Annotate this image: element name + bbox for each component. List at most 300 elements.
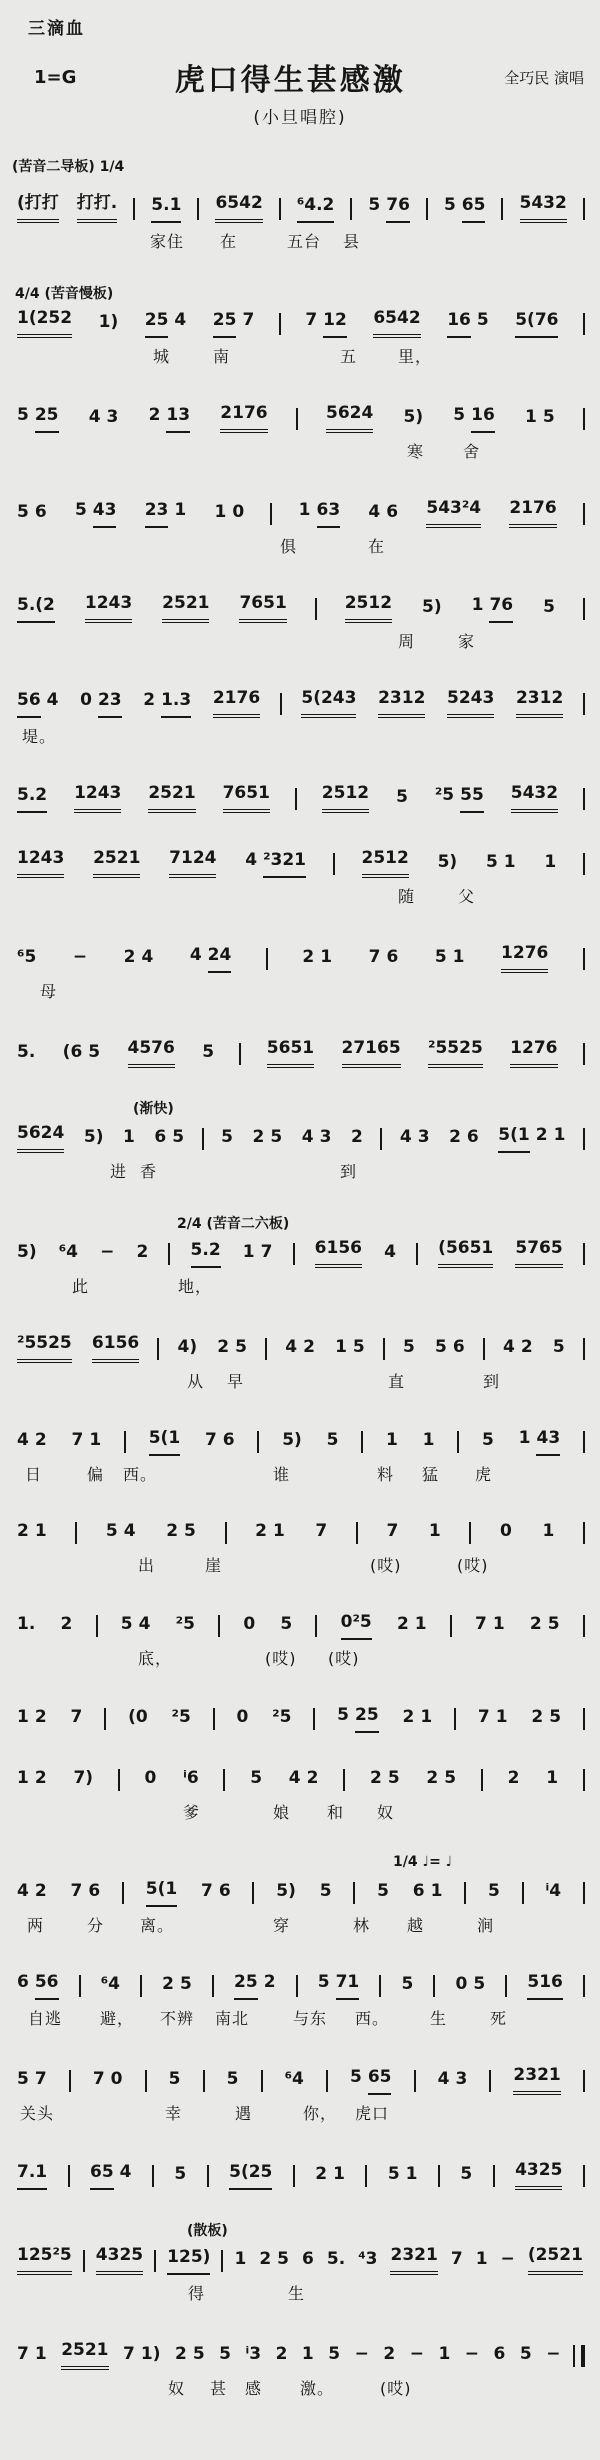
note-group: ⁴3 xyxy=(358,2249,378,2269)
notes-line xyxy=(10,1967,590,2000)
note-group: 0²5 xyxy=(338,1607,375,1640)
lyric-syllable: 此 xyxy=(72,1277,90,1296)
note-group: 6156 xyxy=(312,1233,365,1268)
lyric-syllable: 避， xyxy=(100,2009,135,2028)
barline xyxy=(221,2250,223,2272)
score-line xyxy=(10,1700,590,1733)
note-group: 4 xyxy=(384,1242,396,1262)
lyric-syllable: 林 xyxy=(353,1916,371,1935)
note-group: 5 xyxy=(488,1881,500,1901)
lyric-syllable: 城 xyxy=(153,347,171,366)
score-line xyxy=(10,1854,590,1937)
lyric-syllable: (哎) xyxy=(265,1649,297,1668)
barline xyxy=(296,1975,298,1997)
note-group: 6 56 xyxy=(14,1967,62,2000)
note-group: − xyxy=(72,947,88,967)
note-group: 65 4 xyxy=(87,2157,135,2190)
lyrics-line xyxy=(10,1798,590,1824)
lyric-syllable: (哎) xyxy=(328,1649,360,1668)
voice-type-label: (小旦唱腔) xyxy=(253,108,347,128)
note-group: 7 1 xyxy=(17,2344,47,2364)
barline xyxy=(69,2070,71,2092)
note-group: 1 xyxy=(475,2249,488,2269)
note-group: (0 xyxy=(128,1707,148,1727)
lyric-syllable: 俱 xyxy=(280,537,298,556)
barline xyxy=(501,198,503,220)
barline xyxy=(583,2165,585,2187)
note-group: 2512 xyxy=(342,588,395,623)
note-group: 1 63 xyxy=(296,495,344,528)
score-line xyxy=(10,2155,590,2190)
barline xyxy=(414,2070,416,2092)
note-group: 2512 xyxy=(359,843,412,878)
lyric-syllable: 随 xyxy=(398,887,416,906)
lyric-syllable: 到 xyxy=(340,1162,358,1181)
note-group: 4576 xyxy=(125,1033,178,1068)
lyric-syllable: (哎) xyxy=(380,2379,412,2398)
lyric-syllable: 在 xyxy=(368,537,386,556)
barline xyxy=(505,1975,507,1997)
notes-line xyxy=(10,493,590,528)
note-group: 2 5 xyxy=(369,1768,400,1788)
barline xyxy=(583,693,585,715)
lyric-syllable: 周 xyxy=(398,632,416,651)
lyric-syllable: 两 xyxy=(27,1916,45,1935)
note-group: 1276 xyxy=(507,1033,560,1068)
lyric-syllable: 偏 xyxy=(87,1465,105,1484)
score-line xyxy=(10,493,590,558)
score-line xyxy=(10,1033,590,1068)
lyric-syllable: 与东 xyxy=(293,2009,328,2028)
score-line xyxy=(10,1098,590,1183)
note-group: 2521 xyxy=(159,588,212,623)
tempo-annotation: (渐快) xyxy=(133,1101,174,1117)
barline xyxy=(140,1975,142,1997)
notes-line xyxy=(10,188,590,223)
barline xyxy=(481,1769,483,1791)
note-group: 5 xyxy=(396,787,408,807)
barline xyxy=(270,503,272,525)
note-group: 2 6 xyxy=(449,1127,479,1147)
note-group: ⁶4 xyxy=(284,2069,304,2089)
score-line xyxy=(10,588,590,653)
note-group: 2 1 xyxy=(315,2164,345,2184)
note-group: 4 2 xyxy=(285,1337,315,1357)
barline xyxy=(483,1338,485,1360)
note-group: 125) xyxy=(164,2242,213,2275)
note-group: 16 5 xyxy=(444,305,492,338)
barline xyxy=(454,1708,456,1730)
lyrics-line xyxy=(10,437,590,463)
note-group: 5624 xyxy=(323,398,376,433)
note-group: 5 xyxy=(543,597,555,617)
note-group: 6 xyxy=(302,2249,314,2269)
note-group: 5 xyxy=(401,1974,414,1994)
lyric-syllable: (哎) xyxy=(370,1556,402,1575)
notes-line xyxy=(10,1233,590,1268)
lyrics-line xyxy=(10,342,590,368)
lyric-syllable: 堤。 xyxy=(22,727,57,746)
lyric-syllable: 生 xyxy=(288,2284,306,2303)
note-group: 7 6 xyxy=(204,1430,235,1450)
note-group: 1276 xyxy=(498,938,551,973)
note-group: 25 7 xyxy=(210,305,258,338)
notes-line xyxy=(10,938,590,973)
score-line xyxy=(10,938,590,1003)
note-group: 7651 xyxy=(220,778,273,813)
final-barline xyxy=(573,2345,585,2367)
note-group: (2521 xyxy=(525,2240,586,2275)
note-group: 1 0 xyxy=(214,502,245,522)
note-group: 5 xyxy=(328,2344,341,2364)
barline xyxy=(293,1243,295,1265)
barline xyxy=(464,1882,466,1904)
barline xyxy=(583,1708,585,1730)
note-group: 5 76 xyxy=(365,190,413,223)
notes-line xyxy=(10,398,590,433)
barline xyxy=(426,198,428,220)
note-group: 1 xyxy=(544,852,557,872)
barline xyxy=(583,2070,585,2092)
lyric-syllable: 家住 xyxy=(150,232,185,251)
lyric-syllable: 早 xyxy=(227,1372,245,1391)
note-group: 2312 xyxy=(513,683,566,718)
note-group: 5. xyxy=(17,1042,36,1062)
note-group: 0 5 xyxy=(455,1974,486,1994)
barline xyxy=(295,788,297,810)
barline xyxy=(489,2070,491,2092)
lyrics-line xyxy=(10,227,590,253)
barline xyxy=(583,598,585,620)
barline xyxy=(583,198,585,220)
note-group: 5.(2 xyxy=(14,590,58,623)
note-group: 2 xyxy=(383,2344,396,2364)
tempo-annotation: 2/4 (苦音二六板) xyxy=(177,1216,290,1232)
lyric-syllable: 父 xyxy=(458,887,476,906)
barline xyxy=(315,598,317,620)
note-group: 2 5 xyxy=(426,1768,457,1788)
note-group: 5) xyxy=(83,1127,104,1147)
note-group: 2 5 xyxy=(166,1521,196,1541)
note-group: 2 5 xyxy=(217,1337,247,1357)
barline xyxy=(416,1243,418,1265)
barline xyxy=(356,1522,358,1544)
lyric-syllable: 离。 xyxy=(140,1916,175,1935)
lyrics-line xyxy=(10,2099,590,2125)
lyric-syllable: 西。 xyxy=(355,2009,390,2028)
note-group: 6542 xyxy=(370,303,423,338)
note-group: 2 5 xyxy=(259,2249,289,2269)
note-group: 5 xyxy=(460,2164,473,2184)
barline xyxy=(522,1882,524,1904)
barline xyxy=(202,1128,204,1150)
barline xyxy=(353,1882,355,1904)
lyrics-line xyxy=(10,722,590,748)
note-group: 5(1 xyxy=(146,1423,183,1456)
note-group: 5 65 xyxy=(347,2062,395,2095)
note-group: 4 3 xyxy=(301,1127,332,1147)
note-group: − xyxy=(409,2344,424,2364)
note-group: 4 3 xyxy=(399,1127,430,1147)
barline xyxy=(343,1769,345,1791)
note-group: 2 5 xyxy=(162,1974,192,1994)
lyrics-line xyxy=(10,1911,590,1937)
note-group: 5 xyxy=(250,1768,263,1788)
note-group: 0 xyxy=(144,1768,157,1788)
notes-line xyxy=(10,1328,590,1363)
lyric-syllable: 穿 xyxy=(273,1916,291,1935)
barline xyxy=(296,408,298,430)
note-group: 1 xyxy=(428,1521,441,1541)
barline xyxy=(583,1128,585,1150)
note-group: 5 71 xyxy=(315,1967,363,2000)
note-group: 5432 xyxy=(517,188,570,223)
note-group: 7 6 xyxy=(368,947,399,967)
note-group: 5 xyxy=(482,1430,494,1450)
note-group: 1243 xyxy=(14,843,67,878)
score-lines xyxy=(10,188,590,2400)
barline xyxy=(261,2070,263,2092)
note-group: ⁱ4 xyxy=(545,1881,562,1901)
note-group: 5) xyxy=(276,1881,296,1901)
note-group: 6156 xyxy=(89,1328,142,1363)
note-group: 1(252 xyxy=(14,303,75,338)
note-group: 2512 xyxy=(319,778,372,813)
note-group: 5 xyxy=(219,2344,231,2364)
lyrics-line xyxy=(10,2004,590,2030)
barline xyxy=(583,853,585,875)
note-group: − xyxy=(546,2344,561,2364)
note-group: 5 43 xyxy=(72,495,120,528)
barline xyxy=(583,1975,585,1997)
notes-line xyxy=(10,1763,590,1794)
lyric-syllable: (哎) xyxy=(457,1556,489,1575)
note-group: (打打 xyxy=(14,188,62,223)
note-group: ²5 xyxy=(171,1707,191,1727)
note-group: ⁶4.2 xyxy=(294,190,338,223)
note-group: 2 5 xyxy=(529,1614,560,1634)
lyric-syllable: 日 xyxy=(25,1465,43,1484)
note-group: 543²4 xyxy=(423,493,484,528)
lyric-syllable: 虎 xyxy=(475,1465,493,1484)
note-group: 2 1.3 xyxy=(140,685,194,718)
lyric-syllable: 甚 xyxy=(210,2379,228,2398)
lyric-syllable: 从 xyxy=(187,1372,205,1391)
note-group: 1 5 xyxy=(335,1337,365,1357)
lyric-syllable: 底， xyxy=(138,1649,173,1668)
note-group: 1 xyxy=(301,2344,314,2364)
barline xyxy=(583,948,585,970)
lyric-syllable: 遇 xyxy=(235,2104,253,2123)
note-group: 2 xyxy=(136,1242,149,1262)
note-group: ⁱ3 xyxy=(245,2344,262,2364)
note-group: 25 4 xyxy=(142,305,190,338)
note-group: 4 2 xyxy=(17,1881,47,1901)
note-group: 2 5 xyxy=(252,1127,283,1147)
note-group: 0 xyxy=(243,1614,256,1634)
barline xyxy=(225,1522,227,1544)
barline xyxy=(207,2165,209,2187)
barline xyxy=(212,1975,214,1997)
lyric-syllable: 关头 xyxy=(20,2104,55,2123)
barline xyxy=(438,2165,440,2187)
note-group: 1 xyxy=(546,1768,559,1788)
note-group: 2176 xyxy=(506,493,559,528)
note-group: (5651 xyxy=(435,1233,496,1268)
note-group: 56 4 xyxy=(14,685,62,718)
lyric-syllable: 幸 xyxy=(165,2104,183,2123)
note-group: 5 xyxy=(280,1614,293,1634)
note-group: 5651 xyxy=(264,1033,317,1068)
lyric-syllable: 南北 xyxy=(215,2009,250,2028)
note-group: 5(243 xyxy=(298,683,359,718)
barline xyxy=(583,503,585,525)
lyric-syllable: 越 xyxy=(407,1916,425,1935)
notes-line xyxy=(10,1874,590,1907)
note-group: 5(1 xyxy=(143,1874,180,1907)
score-line xyxy=(10,683,590,748)
barline xyxy=(583,1769,585,1791)
note-group: 1 xyxy=(438,2344,451,2364)
barline xyxy=(379,1975,381,1997)
score-line xyxy=(10,1213,590,1298)
note-group: 5 1 xyxy=(434,947,465,967)
note-group: 5 25 xyxy=(14,400,62,433)
barline xyxy=(583,1522,585,1544)
note-group: 4 ²321 xyxy=(242,845,309,878)
barline xyxy=(279,198,281,220)
note-group: 7 0 xyxy=(92,2069,123,2089)
note-group: 5.2 xyxy=(14,780,50,813)
notes-line xyxy=(10,303,590,338)
lyric-syllable: 香 xyxy=(140,1162,158,1181)
note-group: ²5525 xyxy=(14,1328,75,1363)
note-group: 1243 xyxy=(71,778,124,813)
lyric-syllable: 和 xyxy=(327,1803,345,1822)
tempo-annotation: 1/4 ♩= ♩ xyxy=(393,1854,453,1870)
note-group: 2 1 xyxy=(402,1707,433,1727)
song-title: 虎口得生甚感激 xyxy=(174,63,406,98)
note-group: 1. xyxy=(17,1614,36,1634)
note-group: 0 xyxy=(236,1707,249,1727)
lyric-syllable: 奴 xyxy=(168,2379,186,2398)
barline xyxy=(239,1043,241,1065)
notes-line xyxy=(10,1607,590,1640)
note-group: 5624 xyxy=(14,1118,67,1153)
score-line xyxy=(10,778,590,813)
barline xyxy=(265,1338,267,1360)
notes-line xyxy=(10,1700,590,1733)
score-line xyxy=(10,2060,590,2125)
barline xyxy=(365,2165,367,2187)
note-group: 4325 xyxy=(93,2240,146,2275)
note-group: 5 65 xyxy=(441,190,489,223)
lyric-syllable: 娘 xyxy=(273,1803,291,1822)
barline xyxy=(583,313,585,335)
note-group: 1 xyxy=(123,1127,135,1147)
barline xyxy=(122,1882,124,1904)
note-group: 5 xyxy=(552,1337,565,1357)
barline xyxy=(157,1338,159,1360)
note-group: 5 xyxy=(319,1881,332,1901)
lyric-syllable: 家 xyxy=(458,632,476,651)
opera-title: 三滴血 xyxy=(28,19,85,39)
lyrics-line xyxy=(10,2279,590,2305)
barline xyxy=(124,1431,126,1453)
note-group: ²5 xyxy=(272,1707,292,1727)
score-line xyxy=(10,843,590,908)
note-group: 7 xyxy=(450,2249,463,2269)
barline xyxy=(457,1431,459,1453)
note-group: ⁶4 xyxy=(58,1242,78,1262)
note-group: 2 xyxy=(275,2344,288,2364)
note-group: 0 23 xyxy=(77,685,125,718)
note-group: 5 4 xyxy=(120,1614,151,1634)
opening-section-label: (苦音二导板) 1/4 xyxy=(12,159,125,175)
note-group: 7 xyxy=(70,1707,83,1727)
barline xyxy=(280,693,282,715)
barline xyxy=(313,1708,315,1730)
lyric-syllable: 分 xyxy=(87,1916,105,1935)
barline xyxy=(75,1522,77,1544)
barline xyxy=(154,2250,156,2272)
note-group: 5 1 xyxy=(387,2164,418,2184)
lyric-syllable: 南 xyxy=(213,347,231,366)
key-signature: 1=G xyxy=(34,66,77,88)
lyric-syllable: 进 xyxy=(110,1162,128,1181)
note-group: 5.1 xyxy=(148,190,184,223)
note-group: 5) xyxy=(403,407,424,427)
note-group: 5 1 xyxy=(485,852,516,872)
barline xyxy=(433,1975,435,1997)
note-group: 2 xyxy=(350,1127,363,1147)
lyrics-line xyxy=(10,1460,590,1486)
notes-line xyxy=(10,1516,590,1547)
note-group: 2 xyxy=(60,1614,73,1634)
lyric-syllable: 自逃 xyxy=(28,2009,63,2028)
notes-line xyxy=(10,2240,590,2275)
note-group: 5765 xyxy=(512,1233,565,1268)
note-group: 5 xyxy=(519,2344,532,2364)
lyric-syllable: 死 xyxy=(490,2009,508,2028)
lyric-syllable: 不辨 xyxy=(160,2009,195,2028)
score-line xyxy=(10,1516,590,1577)
note-group: 5 xyxy=(226,2069,239,2089)
note-group: 1 2 xyxy=(17,1768,47,1788)
note-group: 4 3 xyxy=(88,407,119,427)
note-group: 2 5 xyxy=(531,1707,562,1727)
lyrics-line xyxy=(10,627,590,653)
lyric-syllable: 得 xyxy=(188,2284,206,2303)
note-group: 7 1) xyxy=(123,2344,161,2364)
lyric-syllable: 激。 xyxy=(300,2379,335,2398)
barline xyxy=(583,1043,585,1065)
note-group: 5) xyxy=(437,852,458,872)
note-group: 6 5 xyxy=(154,1127,185,1147)
barline xyxy=(266,948,268,970)
note-group: 5 4 xyxy=(105,1521,136,1541)
lyrics-line xyxy=(10,1644,590,1670)
barline xyxy=(203,2070,205,2092)
lyric-syllable: 五台 xyxy=(287,232,322,251)
lyric-syllable: 母 xyxy=(40,982,58,1001)
barline xyxy=(118,1769,120,1791)
barline xyxy=(79,1975,81,1997)
lyric-syllable: 寒 xyxy=(407,442,425,461)
barline xyxy=(257,1431,259,1453)
lyric-syllable: 感 xyxy=(245,2379,263,2398)
barline xyxy=(583,1431,585,1453)
